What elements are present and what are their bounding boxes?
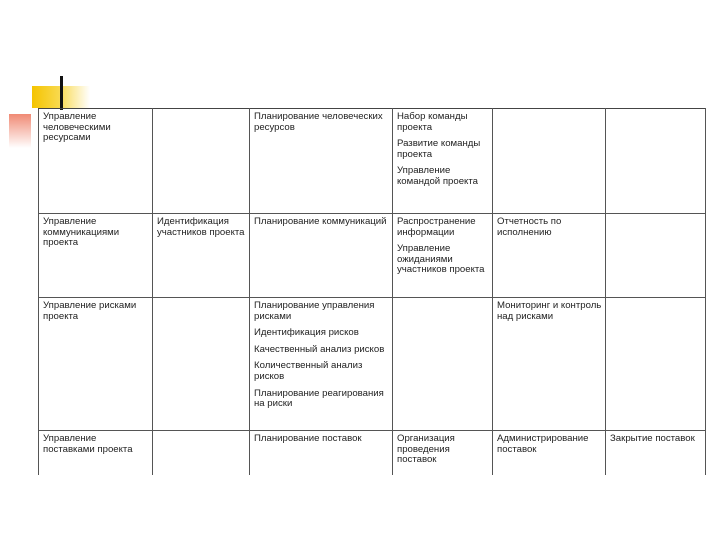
knowledge-area-cell: Управление коммуникациями проекта [39, 214, 153, 298]
side-accent-red [9, 114, 31, 148]
execution-cell [393, 214, 493, 298]
process-item: Планирование человеческих ресурсов [254, 111, 383, 133]
process-item: Планирование управления рисками [254, 300, 375, 322]
table-row [39, 109, 706, 214]
monitoring-cell: Администрирование поставок [493, 431, 606, 475]
knowledge-area-cell: Управление человеческими ресурсами [39, 109, 153, 214]
process-item: Идентификация рисков [254, 327, 359, 339]
table-row [39, 298, 706, 431]
process-item: Развитие команды проекта [397, 138, 481, 160]
process-groups-table [38, 108, 706, 475]
process-item: Планирование коммуникаций [254, 216, 387, 227]
closing-cell [606, 109, 706, 214]
table-row [39, 214, 706, 298]
knowledge-area-cell: Управление рисками проекта [39, 298, 153, 431]
initiation-cell [153, 109, 250, 214]
closing-cell [606, 298, 706, 431]
table-row [39, 431, 706, 475]
monitoring-cell [493, 109, 606, 214]
knowledge-area-cell: Управление поставками проекта [39, 431, 153, 475]
planning-cell [250, 109, 393, 214]
process-item: Количественный анализ рисков [254, 360, 363, 382]
initiation-cell: Идентификация участников проекта [153, 214, 250, 298]
execution-cell [393, 431, 493, 475]
planning-cell [250, 298, 393, 431]
process-item: Планирование поставок [254, 433, 362, 444]
closing-cell [606, 214, 706, 298]
process-item: Управление ожиданиями участников проекта [397, 243, 485, 276]
monitoring-cell: Отчетность по исполнению [493, 214, 606, 298]
monitoring-cell: Мониторинг и контроль над рисками [493, 298, 606, 431]
execution-cell [393, 109, 493, 214]
process-item: Качественный анализ рисков [254, 343, 385, 355]
process-item: Организация проведения поставок [397, 433, 455, 466]
planning-cell [250, 214, 393, 298]
initiation-cell [153, 431, 250, 475]
initiation-cell [153, 298, 250, 431]
closing-cell: Закрытие поставок [606, 431, 706, 475]
process-item: Распространение информации [397, 216, 476, 238]
title-accent-bar [60, 76, 63, 110]
planning-cell [250, 431, 393, 475]
process-item: Набор команды проекта [397, 111, 468, 133]
execution-cell [393, 298, 493, 431]
process-item: Управление командой проекта [397, 165, 478, 187]
process-item: Планирование реагирования на риски [254, 387, 384, 410]
